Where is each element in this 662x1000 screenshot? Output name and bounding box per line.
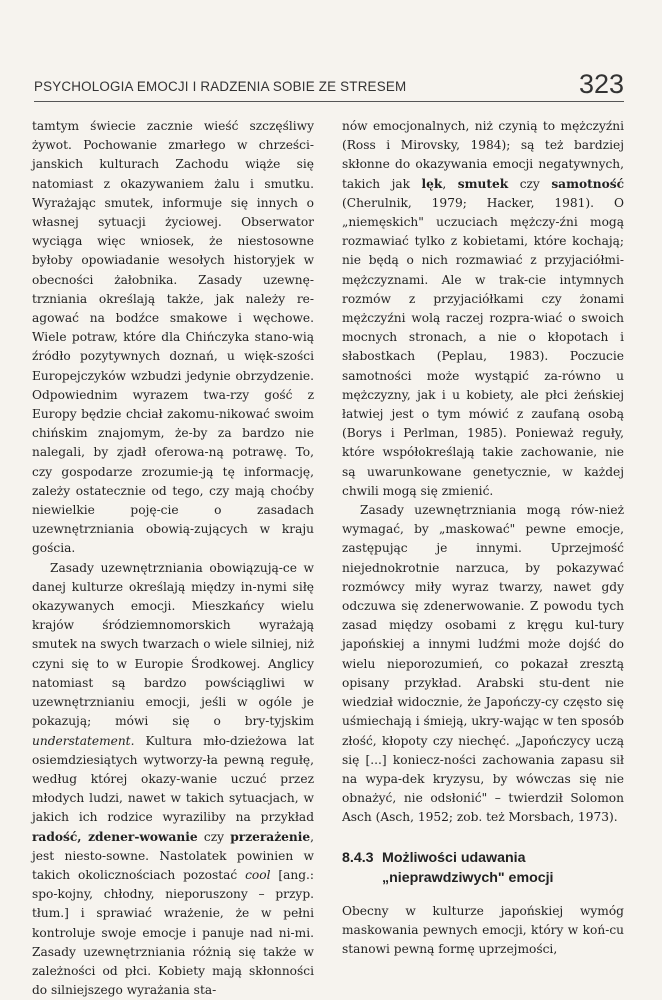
text-run: , [442,176,458,191]
text-run: Kultura mło-dzieżowa lat osiemdziesiątych wytworzy-ła pewną regułę, według której okazy-wanie uczuć przez młodych ludzi, nawet w takich sytuacjach, w jakich ich rodzice wyraziliby na przykład [32,733,314,825]
text-run: czy [197,829,231,844]
right-paragraph-2: Zasady uzewnętrzniania mogą rów-nież wymagać, by „maskować" pewne emocje, zastępując je innymi. Uprzejmość niejednokrotnie narzuca, by pokazywać rozmówcy miły wyraz twarzy, nawet gdy odczuwa się zdenerwowanie. Z powodu tych zasad między osobami z kręgu kul-tury japońskiej a innymi ludźmi może dojść do wielu nieporozumień, co pokazał zresztą opisany przykład. Arabski stu-dent nie wiedział widocznie, że Japończy-cy często się uśmiechają i śmieją, ukry-wając w ten sposób złość, kłopoty czy niechęć. „Japończycy uczą się [...] koniecz-ności zachowania zapasu sił na wypa-dek kryzysu, by wówczas się nie obnażyć, nie odsłonić" – twierdził Solomon Asch (Asch, 1952; zob. też Morsbach, 1973). [342,503,624,825]
italic-term: understatement. [32,733,135,748]
right-column [342,117,624,959]
bold-term: radość, zdener-wowanie [32,829,198,844]
text-run: czy [508,176,552,191]
left-column [32,117,314,1000]
section-number: 8.4.3 [342,849,374,866]
text-run: (Cherulnik, 1979; Hacker, 1981). O „niemęskich" uczuciach mężczy-źni mogą rozmawiać tylko z kobietami, które kochają; nie będą o nich rozmawiać z przyjaciółmi-mężczyznami. Ale w trak-cie intymnych rozmów z przyjaciółkami czy żonami mężczyźni wolą raczej rozpra-wiać o swoich mocnych stronach, a nie o kłopotach i słabostkach (Peplau, 1983). Poczucie samotności może wystąpić za-równo u mężczyzny, jak i u kobiety, ale płci żeńskiej łatwiej jest o tym mówić z zaufaną osobą (Borys i Perlman, 1985). Ponieważ reguły, które współokreślają takie zachowanie, nie są uwarunkowane genetycznie, w każdej chwili mogą się zmienić. [342,195,624,498]
left-paragraph-2 [32,559,314,1000]
left-paragraph-1: tamtym świecie zacznie wieść szczęśliwy żywot. Pochowanie zmarłego w chrześci-janskich kulturach Zachodu wiąże się natomiast z okazywaniem żalu i smutku. Wyrażając smutek, informuje się innych o własnej sytuacji życiowej. Obserwator wyciąga więc wniosek, że niestosowne byłoby opowiadanie wesołych historyjek w obecności żałobnika. Zasady uzewnę-trzniania określają także, jak należy re-agować na bodźce smakowe i węchowe. Wiele potraw, które dla Chińczyka stano-wią źródło pozytywnych doznań, u więk-szości Europejczyków wzbudzi jedynie obrzydzenie. Odpowiednim wyrazem twa-rzy gość z Europy będzie chciał zakomu-nikować swoim chińskim znajomym, że-by za bardzo nie nalegali, by zjadł oferowa-ną potrawę. To, czy gospodarze zrozumie-ją tę informację, zależy ostatecznie od tego, czy mają choćby niewielkie poję-cie o zasadach uzewnętrzniania obowią-zujących w kraju gościa. [32,119,314,556]
header-rule [34,101,624,102]
italic-term: cool [245,867,271,882]
running-head-title: PSYCHOLOGIA EMOCJI I RADZENIA SOBIE ZE STRESEM [34,79,407,94]
page-number: 323 [578,69,624,99]
bold-term: samotność [551,176,624,191]
right-paragraph-3: Obecny w kulturze japońskiej wymóg maskowania pewnych emocji, który w koń-cu stanowi pewną formę uprzejmości, [342,903,624,956]
text-run: nów emocjonalnych, niż czynią to mężczyźni (Ross i Mirovsky, 1984); są też bardziej skłonne do okazywania emocji negatywnych, takich jak [342,119,624,191]
text-run: , jest niesto-sowne. Nastolatek powinien w takich okolicznościach pozostać [32,829,314,882]
text-run: Zasady uzewnętrzniania obowiązują-ce w danej kulturze określają między in-nymi siłę okazywanych emocji. Mieszkańcy wielu krajów śródziemnomorskich wyrażają smutek na swych twarzach o wiele silniej, niż czyni się to w Europie Środkowej. Anglicy natomiast są bardzo powściągliwi w uzewnętrznianiu emocji, jeśli w ogóle je pokazują; mówi się o bry-tyjskim [32,560,314,729]
bold-term: smutek [457,176,509,191]
bold-term: lęk [421,176,443,191]
running-head [34,62,624,98]
text-run: [ang.: spo-kojny, chłodny, nieporuszony – przyp. tłum.] i sprawiać wrażenie, że w pełni kontroluje swoje emocje i panuje nad ni-mi. Zasady uzewnętrzniania różnią się także w zależności od płci. Kobiety mają skłonności do silniejszego wyrażania sta- [32,867,315,998]
section-title: Możliwości udawania „nieprawdziwych" emocji [382,849,554,886]
bold-term: przerażenie [230,829,311,844]
right-paragraph-1 [342,117,624,501]
section-heading [342,848,624,888]
